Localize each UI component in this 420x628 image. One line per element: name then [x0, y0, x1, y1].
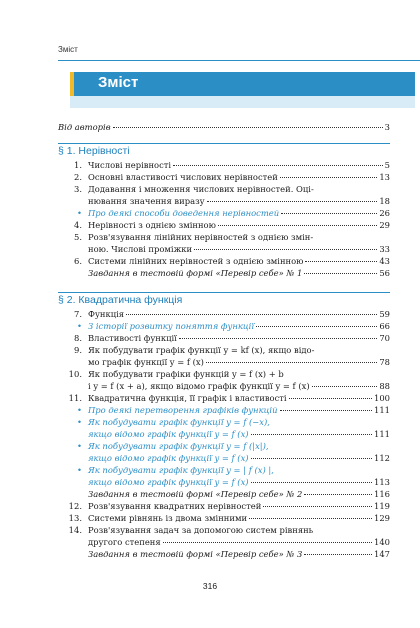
entry-page: 66 [379, 321, 390, 331]
dot-leader [251, 434, 372, 435]
toc-entry[interactable] [58, 525, 390, 536]
toc-entry[interactable] [58, 453, 390, 464]
entry-text: Основні властивості числових нерівностей [88, 172, 278, 182]
entry-text: другого степеня [88, 537, 161, 547]
toc-entry[interactable] [58, 333, 390, 344]
page-title: Зміст [98, 74, 139, 91]
toc-entry[interactable] [58, 220, 390, 231]
entry-page: 116 [374, 489, 390, 499]
toc-entry[interactable] [58, 357, 390, 368]
entry-text: Від авторів [58, 122, 111, 132]
section-rule [58, 143, 390, 144]
toc-entry[interactable] [58, 369, 390, 380]
dot-leader [173, 165, 383, 166]
toc-entry[interactable] [58, 232, 390, 243]
entry-number: 1. [74, 160, 82, 170]
toc-entry[interactable] [58, 465, 390, 476]
entry-text: Властивості функції [88, 333, 177, 343]
entry-page: 70 [379, 333, 390, 343]
toc-entry[interactable] [58, 489, 390, 500]
entry-page: 56 [379, 268, 390, 278]
entry-page: 88 [379, 381, 390, 391]
entry-number: • [77, 441, 82, 451]
toc-entry-from-authors[interactable] [58, 122, 390, 133]
entry-page: 29 [379, 220, 390, 230]
entry-text: Про деякі способи доведення нерівностей [88, 208, 280, 218]
toc-entry[interactable] [58, 196, 390, 207]
dot-leader [206, 362, 377, 363]
entry-page: 78 [379, 357, 390, 367]
toc-entry[interactable] [58, 172, 390, 183]
entry-text: Як побудувати графік функції y = kf (x), якщо відо- [88, 345, 315, 355]
dot-leader [251, 482, 372, 483]
entry-text: Системи рівнянь із двома змінними [88, 513, 248, 523]
toc-entry[interactable] [58, 256, 390, 267]
entry-text: Розв'язування лінійних нерівностей з однією змін- [88, 232, 314, 242]
dot-leader [113, 127, 383, 128]
toc-entry[interactable] [58, 429, 390, 440]
entry-number: • [77, 465, 82, 475]
entry-text: Числові нерівності [88, 160, 172, 170]
entry-page: 59 [379, 309, 390, 319]
dot-leader [218, 225, 377, 226]
entry-page: 33 [379, 244, 390, 254]
toc-entry[interactable] [58, 417, 390, 428]
entry-number: • [77, 417, 82, 427]
entry-page: 18 [379, 196, 390, 206]
toc-entry[interactable] [58, 345, 390, 356]
toc-entry[interactable] [58, 268, 390, 279]
running-head: Зміст [58, 45, 78, 54]
entry-number: 8. [74, 333, 82, 343]
toc-entry[interactable] [58, 381, 390, 392]
entry-text: Функція [88, 309, 125, 319]
entry-number: 3. [74, 184, 82, 194]
entry-number: 10. [68, 369, 82, 379]
entry-page: 111 [374, 429, 390, 439]
entry-text: якщо відомо графік функції y = f (x) [88, 453, 249, 463]
entry-text: Про деякі перетворення графіків функцій [88, 405, 278, 415]
dot-leader [304, 273, 377, 274]
entry-text: Розв'язування квадратних нерівностей [88, 501, 262, 511]
toc-entry[interactable] [58, 393, 390, 404]
toc-entry[interactable] [58, 405, 390, 416]
toc-entry[interactable] [58, 501, 390, 512]
entry-number: 4. [74, 220, 82, 230]
toc-entry[interactable] [58, 309, 390, 320]
toc-entry[interactable] [58, 244, 390, 255]
dot-leader [304, 554, 372, 555]
entry-number: 5. [74, 232, 82, 242]
toc-entry[interactable] [58, 321, 390, 332]
dot-leader [281, 213, 377, 214]
entry-text: Завдання в тестовій формі «Перевір себе» № 1 [88, 268, 303, 278]
dot-leader [280, 410, 373, 411]
dot-leader [126, 314, 377, 315]
section-heading[interactable]: § 1. Нерівності [58, 145, 130, 157]
dot-leader [312, 386, 378, 387]
entry-text: і y = f (x + a), якщо відомо графік функції y = f (x) [88, 381, 310, 391]
entry-text: мо графік функції y = f (x) [88, 357, 204, 367]
dot-leader [194, 249, 377, 250]
entry-text: Завдання в тестовій формі «Перевір себе» № 3 [88, 549, 303, 559]
entry-number: • [77, 405, 82, 415]
toc-entry[interactable] [58, 513, 390, 524]
toc-entry[interactable] [58, 549, 390, 560]
entry-text: Як побудувати графік функції y = | f (x) |, [88, 465, 274, 475]
entry-text: ною. Числові проміжки [88, 244, 193, 254]
entry-text: З історії розвитку поняття функції [88, 321, 255, 331]
entry-page: 26 [379, 208, 390, 218]
toc-entry[interactable] [58, 160, 390, 171]
dot-leader [179, 338, 377, 339]
entry-text: якщо відомо графік функції y = f (x) [88, 477, 249, 487]
entry-text: нювання значення виразу [88, 196, 205, 206]
entry-page: 147 [374, 549, 390, 559]
section-heading[interactable]: § 2. Квадратична функція [58, 294, 183, 306]
dot-leader [305, 261, 377, 262]
toc-entry[interactable] [58, 208, 390, 219]
entry-page: 13 [379, 172, 390, 182]
toc-entry[interactable] [58, 537, 390, 548]
entry-number: 6. [74, 256, 82, 266]
entry-text: Як побудувати графік функції y = f (|x|), [88, 441, 269, 451]
entry-text: Квадратична функція, її графік і властивості [88, 393, 287, 403]
entry-page: 5 [384, 160, 390, 170]
entry-page: 140 [374, 537, 390, 547]
header-rule [58, 60, 420, 61]
entry-number: 14. [68, 525, 82, 535]
entry-number: 2. [74, 172, 82, 182]
entry-number: • [77, 208, 82, 218]
dot-leader [256, 326, 377, 327]
entry-text: Завдання в тестовій формі «Перевір себе» № 2 [88, 489, 303, 499]
dot-leader [304, 494, 372, 495]
toc-entry[interactable] [58, 184, 390, 195]
entry-text: Як побудувати графік функції y = f (−x), [88, 417, 270, 427]
title-banner-shadow [70, 96, 415, 108]
entry-page: 100 [374, 393, 390, 403]
entry-page: 113 [374, 477, 390, 487]
entry-number: 13. [68, 513, 82, 523]
title-accent [70, 72, 74, 96]
dot-leader [289, 398, 372, 399]
entry-number: • [77, 321, 82, 331]
dot-leader [251, 458, 372, 459]
entry-page: 119 [374, 501, 390, 511]
entry-text: якщо відомо графік функції y = f (x) [88, 429, 249, 439]
entry-number: 7. [74, 309, 82, 319]
section-rule [58, 292, 390, 293]
dot-leader [163, 542, 372, 543]
entry-page: 129 [374, 513, 390, 523]
entry-text: Як побудувати графіки функцій y = f (x) + b [88, 369, 284, 379]
entry-text: Розв'язування задач за допомогою систем рівнянь [88, 525, 314, 535]
dot-leader [280, 177, 378, 178]
page-number: 316 [202, 581, 218, 591]
entry-page: 43 [379, 256, 390, 266]
entry-text: Системи лінійних нерівностей з однією змінною [88, 256, 304, 266]
entry-page: 3 [384, 122, 390, 132]
dot-leader [263, 506, 372, 507]
entry-text: Нерівності з однією змінною [88, 220, 216, 230]
dot-leader [249, 518, 372, 519]
entry-page: 112 [374, 453, 390, 463]
toc-entry[interactable] [58, 477, 390, 488]
toc-entry[interactable] [58, 441, 390, 452]
entry-page: 111 [374, 405, 390, 415]
entry-number: 12. [68, 501, 82, 511]
entry-number: 11. [68, 393, 82, 403]
entry-text: Додавання і множення числових нерівностей. Оці- [88, 184, 314, 194]
entry-number: 9. [74, 345, 82, 355]
dot-leader [207, 201, 378, 202]
